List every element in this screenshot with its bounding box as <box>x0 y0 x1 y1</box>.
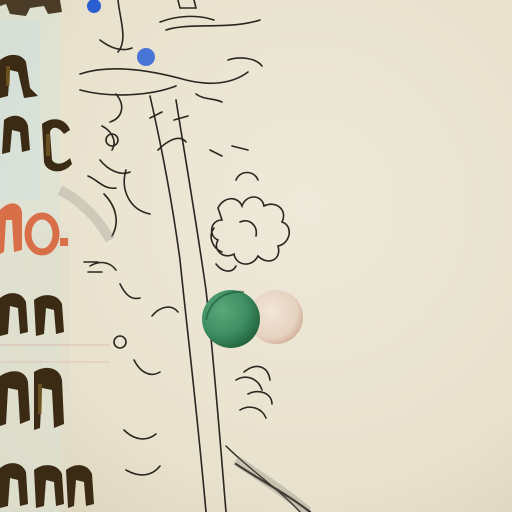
green-berry <box>202 290 260 348</box>
blue-dot <box>137 48 155 66</box>
